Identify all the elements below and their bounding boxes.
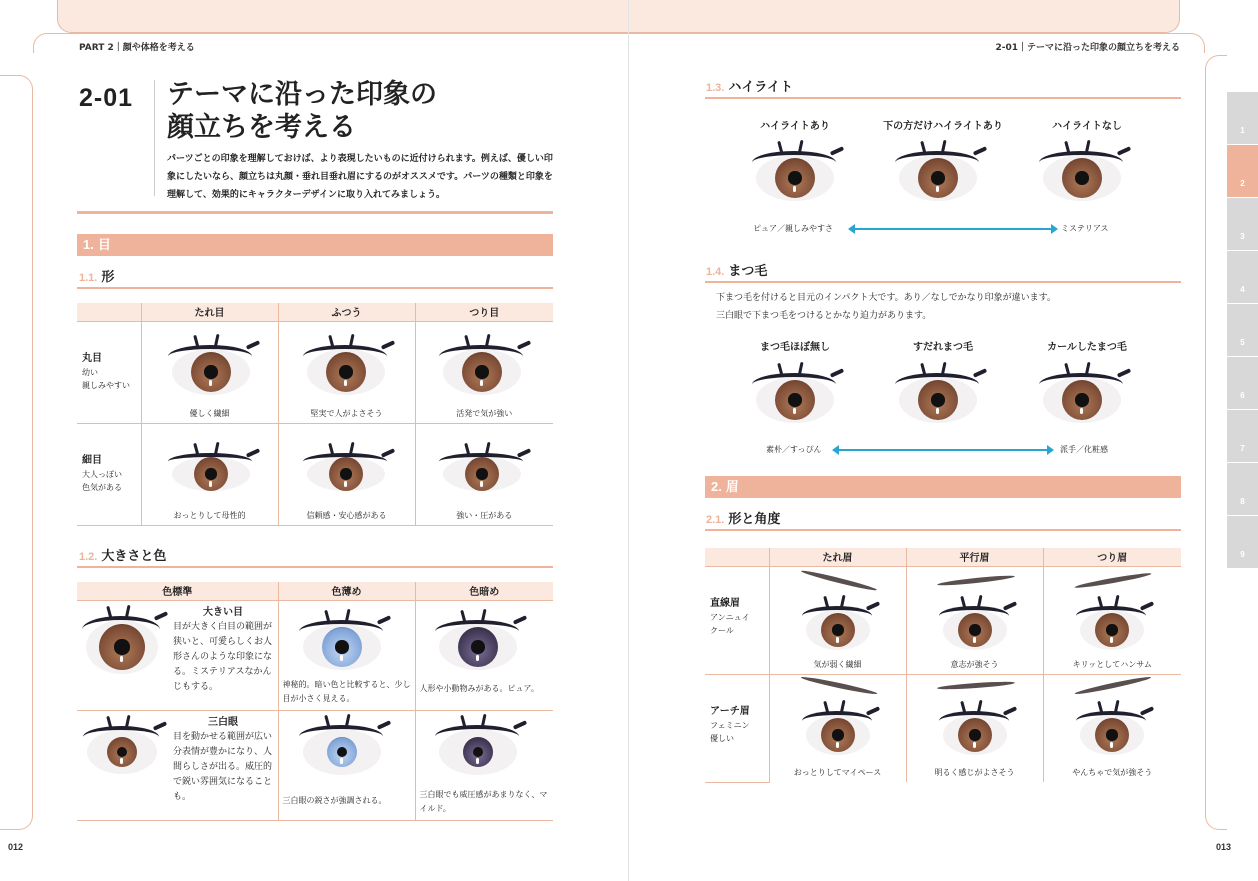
subheading-brow-shape xyxy=(706,508,780,528)
row-header-note: 幼い xyxy=(82,367,98,377)
col-header: 平行眉 xyxy=(906,548,1043,566)
eye-illustration xyxy=(307,349,385,395)
eye-illustration xyxy=(943,715,1007,755)
eye-illustration xyxy=(439,729,517,775)
cell-caption: 明るく感じがよさそう xyxy=(934,768,1015,777)
chapter-tab[interactable]: 4 xyxy=(1227,251,1258,304)
row-header-title: 丸目 xyxy=(82,352,102,364)
cell-caption: 活発で気が強い xyxy=(456,408,513,418)
eye-illustration xyxy=(899,377,977,423)
col-header: 色薄め xyxy=(278,582,415,600)
eyelash-label: カールしたまつ毛 xyxy=(1047,342,1127,353)
eyelash-scale-left: 素朴／すっぴん xyxy=(766,445,822,454)
scale-arrow xyxy=(854,228,1052,230)
eye-illustration xyxy=(172,457,250,491)
sub-title: ハイライト xyxy=(728,80,793,95)
chapter-tab[interactable]: 8 xyxy=(1227,463,1258,516)
chapter-title-line1: テーマに沿った印象の xyxy=(167,79,437,110)
cell-caption: キリッとしてハンサム xyxy=(1072,659,1152,669)
cell-caption: おっとりして母性的 xyxy=(173,510,246,520)
col-header: 色標準 xyxy=(77,582,278,600)
sub-number: 1.4. xyxy=(706,266,725,278)
running-header-right: 2-01｜テーマに沿った印象の顔立ちを考える xyxy=(995,43,1180,53)
table-corner xyxy=(705,548,769,566)
cell-caption: 気が弱く繊細 xyxy=(813,659,862,669)
eye-illustration xyxy=(756,377,834,423)
page-frame-left xyxy=(0,75,33,830)
subheading-rule xyxy=(77,287,553,289)
eye-illustration xyxy=(943,610,1007,650)
eye-illustration xyxy=(899,155,977,201)
eye-illustration xyxy=(303,729,381,775)
row-header-note: クール xyxy=(710,625,734,635)
eyelash-paragraph: 三白眼で下まつ毛をつけるとかなり迫力があります。 xyxy=(716,311,932,321)
row-header xyxy=(705,566,769,674)
eye-illustration xyxy=(1080,715,1144,755)
eye-illustration xyxy=(307,457,385,491)
row-header-note: 大人っぽい xyxy=(82,469,122,479)
eyelash-scale-right: 派手／化粧感 xyxy=(1060,445,1108,454)
chapter-tabs xyxy=(1227,92,1258,569)
col-header: 色暗め xyxy=(415,582,553,600)
chapter-tab[interactable]: 5 xyxy=(1227,304,1258,357)
section-title: 目 xyxy=(97,238,111,253)
section-heading-eyes xyxy=(77,234,553,256)
page-frame-right xyxy=(1205,55,1227,830)
cell-caption: 優しく繊細 xyxy=(189,408,230,418)
subheading-size-color xyxy=(79,545,166,565)
subheading-rule xyxy=(705,529,1181,531)
eyelash-label: まつ毛ほぼ無し xyxy=(760,342,830,353)
section-number: 2. xyxy=(711,479,722,494)
title-rule xyxy=(77,211,553,214)
row-header-note: 優しい xyxy=(710,733,734,743)
row-header-note: 親しみやすい xyxy=(82,380,130,390)
eye-illustration xyxy=(443,349,521,395)
subheading-shape xyxy=(79,266,114,286)
running-header-left: PART 2｜顔や体格を考える xyxy=(79,43,195,53)
table-corner xyxy=(77,303,141,321)
size-description xyxy=(173,715,273,805)
sub-title: 大きさと色 xyxy=(101,549,167,564)
gutter xyxy=(628,0,629,881)
section-heading-eyebrows xyxy=(705,476,1181,498)
highlight-label: ハイライトなし xyxy=(1052,121,1122,132)
chapter-title-line2: 顔立ちを考える xyxy=(167,112,356,143)
sub-number: 1.2. xyxy=(79,551,98,563)
size-title: 三白眼 xyxy=(208,716,238,728)
chapter-tab-active[interactable]: 2 xyxy=(1227,145,1258,198)
eyelash-label: すだれまつ毛 xyxy=(913,342,973,353)
chapter-tab[interactable]: 7 xyxy=(1227,410,1258,463)
highlight-scale-right: ミステリアス xyxy=(1061,224,1109,233)
folio-left: 012 xyxy=(8,842,24,852)
cell-caption: おっとりしてマイペース xyxy=(793,768,882,777)
sub-number: 1.3. xyxy=(706,82,725,94)
subheading-rule xyxy=(77,566,553,568)
chapter-tab[interactable]: 3 xyxy=(1227,198,1258,251)
subheading-highlight xyxy=(706,76,793,96)
col-header: たれ目 xyxy=(141,303,278,321)
chapter-title xyxy=(167,78,557,144)
eye-illustration xyxy=(1043,377,1121,423)
row-header xyxy=(705,674,769,782)
highlight-label: ハイライトあり xyxy=(760,121,830,132)
subheading-eyelashes xyxy=(706,260,767,280)
page-top-band xyxy=(57,0,1180,33)
highlight-scale-left: ピュア／親しみやすさ xyxy=(753,224,833,233)
row-header-note: 色気がある xyxy=(82,482,122,492)
cell-caption: 強い・圧がある xyxy=(456,510,513,520)
section-title: 眉 xyxy=(725,480,739,495)
size-desc-text: 目を動かせる範囲が広い分表情が豊かになり、人間らしさが出る。威圧的で鋭い雰囲気になることも。 xyxy=(173,731,273,802)
cell-caption: 三白眼でも威圧感があまりなく、マイルド。 xyxy=(419,789,548,813)
sub-title: 形 xyxy=(101,270,115,285)
col-header: ふつう xyxy=(278,303,415,321)
col-header: たれ眉 xyxy=(769,548,906,566)
eye-illustration xyxy=(1043,155,1121,201)
eye-illustration xyxy=(443,457,521,491)
size-description xyxy=(173,605,273,695)
highlight-label: 下の方だけハイライトあり xyxy=(883,121,1003,132)
eye-illustration xyxy=(172,349,250,395)
folio-right: 013 xyxy=(1216,842,1232,852)
cell-caption: やんちゃで気が強そう xyxy=(1072,768,1153,777)
cell-caption: 意志が強そう xyxy=(950,659,999,669)
subheading-rule xyxy=(705,281,1181,283)
sub-title: まつ毛 xyxy=(728,264,768,279)
chapter-intro: パーツごとの印象を理解しておけば、より表現したいものに近付けられます。例えば、優しい印象にしたいなら、顔立ちは丸顔・垂れ目垂れ眉にするのがオススメです。パーツの種類と印象を理解して、効果的にキャラクターデザインに取り入れてみましょう。 xyxy=(167,154,553,200)
chapter-number: 2-01 xyxy=(79,84,134,112)
col-header: つり眉 xyxy=(1043,548,1181,566)
cell-caption: 三白眼の鋭さが強調される。 xyxy=(282,795,387,805)
row-header-note: アンニュイ xyxy=(710,612,750,622)
eye-illustration xyxy=(439,624,517,670)
cell-caption: 人形や小動物みがある。ピュア。 xyxy=(419,683,539,693)
eye-illustration xyxy=(756,155,834,201)
chapter-tab[interactable]: 6 xyxy=(1227,357,1258,410)
section-number: 1. xyxy=(83,237,94,252)
eye-illustration xyxy=(806,610,870,650)
chapter-tab[interactable]: 9 xyxy=(1227,516,1258,569)
cell-caption: 堅実で人がよさそう xyxy=(310,408,383,418)
eye-illustration xyxy=(806,715,870,755)
scale-arrow xyxy=(838,449,1048,451)
size-desc-text: 目が大きく白目の範囲が狭いと、可愛らしくお人形さんのような印象になる。ミステリアスなかんじもする。 xyxy=(173,621,273,692)
sub-number: 2.1. xyxy=(706,514,725,526)
row-header xyxy=(77,321,141,423)
cell-caption: 神秘的。暗い色と比較すると、少し目が小さく見える。 xyxy=(282,679,411,703)
row-header xyxy=(77,423,141,525)
eye-illustration xyxy=(303,624,381,670)
eye-illustration xyxy=(86,620,158,674)
size-title: 大きい目 xyxy=(203,606,243,618)
row-header-note: フェミニン xyxy=(710,720,750,730)
sub-number: 1.1. xyxy=(79,272,98,284)
col-header: つり目 xyxy=(415,303,553,321)
row-header-title: 直線眉 xyxy=(710,597,740,609)
eye-illustration xyxy=(1080,610,1144,650)
chapter-tab[interactable]: 1 xyxy=(1227,92,1258,145)
sub-title: 形と角度 xyxy=(728,512,781,527)
subheading-rule xyxy=(705,97,1181,99)
row-header-title: アーチ眉 xyxy=(710,705,750,717)
eye-shape-table xyxy=(77,303,553,526)
row-header-title: 細目 xyxy=(82,454,102,466)
title-divider xyxy=(154,80,155,196)
eyelash-paragraph: 下まつ毛を付けると目元のインパクト大です。あり／なしでかなり印象が違います。 xyxy=(716,293,1056,303)
cell-caption: 信頼感・安心感がある xyxy=(306,510,387,520)
eye-illustration xyxy=(87,730,157,774)
